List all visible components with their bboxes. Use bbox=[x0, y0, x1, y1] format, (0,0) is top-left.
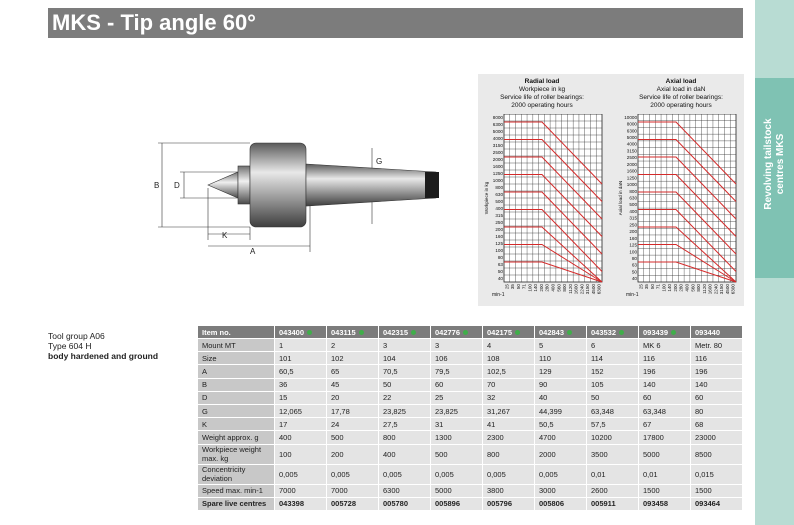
spec-cell: 0,005 bbox=[535, 464, 587, 484]
spec-cell: 116 bbox=[639, 352, 691, 365]
spec-cell: 1300 bbox=[431, 431, 483, 444]
x-tick-label: 25 bbox=[638, 284, 644, 290]
y-tick-label: 10000 bbox=[624, 114, 637, 120]
x-tick-label: 560 bbox=[556, 284, 562, 292]
y-axis-label: Axial load in daN bbox=[618, 180, 623, 216]
item-number-text: 043532 bbox=[591, 327, 617, 337]
spec-cell: 2 bbox=[327, 339, 379, 352]
x-tick-label: 4500 bbox=[724, 284, 730, 295]
item-number-text: 042175 bbox=[487, 327, 513, 337]
y-tick-label: 500 bbox=[629, 202, 637, 208]
y-tick-label: 200 bbox=[495, 227, 503, 232]
radial-load-chart bbox=[480, 114, 610, 304]
spec-cell: 25 bbox=[431, 391, 483, 404]
availability-dot-icon bbox=[359, 330, 364, 335]
x-tick-label: 280 bbox=[544, 284, 550, 292]
spec-cell: 102,5 bbox=[483, 365, 535, 378]
spec-cell: 17,78 bbox=[327, 404, 379, 417]
spec-cell: 50,5 bbox=[535, 418, 587, 431]
y-tick-label: 800 bbox=[495, 185, 503, 190]
y-tick-label: 8000 bbox=[492, 115, 503, 120]
item-number-text: 093439 bbox=[643, 327, 669, 337]
x-tick-label: 35 bbox=[644, 284, 650, 290]
spec-cell: 104 bbox=[379, 352, 431, 365]
x-tick-label: 100 bbox=[661, 284, 667, 292]
spec-cell: 57,5 bbox=[587, 418, 639, 431]
y-tick-label: 500 bbox=[495, 199, 503, 204]
item-number-text: 042843 bbox=[539, 327, 565, 337]
spec-cell: 1500 bbox=[639, 484, 691, 497]
dim-b-label: B bbox=[154, 181, 160, 190]
spec-cell: 3500 bbox=[587, 444, 639, 464]
y-tick-label: 2500 bbox=[492, 150, 503, 155]
spec-cell: Metr. 80 bbox=[691, 339, 743, 352]
spec-cell: 102 bbox=[327, 352, 379, 365]
x-tick-label: 6300 bbox=[730, 284, 736, 295]
spec-row bbox=[198, 391, 743, 404]
spec-cell: 50 bbox=[379, 378, 431, 391]
item-number-text: 042776 bbox=[435, 327, 461, 337]
x-tick-label: 50 bbox=[515, 284, 521, 290]
x-tick-label: 1600 bbox=[707, 284, 713, 295]
item-number-text: 042315 bbox=[383, 327, 409, 337]
spec-cell: 32 bbox=[483, 391, 535, 404]
x-tick-label: 50 bbox=[649, 284, 655, 290]
x-tick-label: 1600 bbox=[573, 284, 579, 295]
spec-cell: 110 bbox=[535, 352, 587, 365]
spec-cell: 6 bbox=[587, 339, 639, 352]
y-tick-label: 125 bbox=[495, 241, 503, 246]
spec-cell: 3 bbox=[431, 339, 483, 352]
spec-cell: 800 bbox=[379, 431, 431, 444]
y-tick-label: 400 bbox=[495, 206, 503, 211]
y-tick-label: 1250 bbox=[492, 171, 503, 176]
spec-row-label: Concentricity deviation bbox=[198, 464, 275, 484]
spec-cell: 23,825 bbox=[431, 404, 483, 417]
y-tick-label: 5000 bbox=[626, 135, 637, 141]
y-tick-label: 100 bbox=[629, 249, 637, 255]
spec-cell: 5000 bbox=[431, 484, 483, 497]
x-tick-label: 400 bbox=[684, 284, 690, 292]
y-tick-label: 5000 bbox=[492, 129, 503, 134]
bearing-body bbox=[250, 143, 306, 227]
spec-cell: 70 bbox=[483, 378, 535, 391]
spare-live-centres-label: Spare live centres bbox=[198, 497, 275, 510]
y-tick-label: 400 bbox=[629, 208, 637, 214]
item-number-text: 043115 bbox=[331, 327, 356, 337]
spec-cell: 70,5 bbox=[379, 365, 431, 378]
y-tick-label: 1600 bbox=[626, 168, 637, 174]
spec-cell: 63,348 bbox=[639, 404, 691, 417]
spec-cell: 3 bbox=[379, 339, 431, 352]
spec-row bbox=[198, 352, 743, 365]
spec-cell: 68 bbox=[691, 418, 743, 431]
y-tick-label: 630 bbox=[629, 195, 637, 201]
spec-cell: 129 bbox=[535, 365, 587, 378]
spec-cell: 4 bbox=[483, 339, 535, 352]
spec-row-label: G bbox=[198, 404, 275, 417]
spec-row bbox=[198, 365, 743, 378]
spec-cell: 17 bbox=[275, 418, 327, 431]
y-tick-label: 160 bbox=[629, 235, 637, 241]
y-tick-label: 125 bbox=[629, 242, 637, 248]
spec-cell: 90 bbox=[535, 378, 587, 391]
spec-cell: 800 bbox=[483, 444, 535, 464]
spec-cell: 0,005 bbox=[275, 464, 327, 484]
spec-cell: 100 bbox=[275, 444, 327, 464]
spec-cell: 0,005 bbox=[483, 464, 535, 484]
spec-cell: 60 bbox=[639, 391, 691, 404]
x-tick-label: 71 bbox=[655, 284, 661, 290]
y-tick-label: 80 bbox=[631, 255, 637, 261]
tool-group-info bbox=[48, 331, 158, 361]
y-tick-label: 3150 bbox=[492, 143, 503, 148]
x-tick-label: 3150 bbox=[585, 284, 591, 295]
axial-load-chart bbox=[614, 114, 744, 304]
y-tick-label: 8000 bbox=[626, 121, 637, 127]
spec-cell: 3800 bbox=[483, 484, 535, 497]
spare-item-number[interactable]: 093464 bbox=[691, 497, 743, 510]
spec-cell: 27,5 bbox=[379, 418, 431, 431]
spec-cell: 65 bbox=[327, 365, 379, 378]
y-tick-label: 80 bbox=[497, 255, 503, 260]
y-tick-label: 2000 bbox=[492, 157, 503, 162]
spec-cell: 15 bbox=[275, 391, 327, 404]
spec-cell: 500 bbox=[327, 431, 379, 444]
spec-row-label: D bbox=[198, 391, 275, 404]
spare-item-number[interactable]: 005796 bbox=[483, 497, 535, 510]
y-tick-label: 50 bbox=[631, 269, 637, 275]
spec-cell: 67 bbox=[639, 418, 691, 431]
spec-row bbox=[198, 418, 743, 431]
spec-cell: 24 bbox=[327, 418, 379, 431]
y-tick-label: 63 bbox=[631, 262, 637, 268]
spec-cell: 152 bbox=[587, 365, 639, 378]
item-number[interactable] bbox=[379, 326, 431, 339]
spec-row bbox=[198, 484, 743, 497]
spare-item-number[interactable]: 005780 bbox=[379, 497, 431, 510]
x-axis-unit: min-1 bbox=[626, 292, 639, 298]
spare-item-number[interactable]: 093458 bbox=[639, 497, 691, 510]
spare-item-number[interactable]: 005896 bbox=[431, 497, 483, 510]
item-number[interactable] bbox=[691, 326, 743, 339]
x-tick-label: 800 bbox=[562, 284, 568, 292]
radial-chart-heading: Radial load Workpiece in kg Service life of roller bearings: 2000 operating hours bbox=[500, 78, 584, 109]
y-tick-label: 630 bbox=[495, 192, 503, 197]
spec-row bbox=[198, 464, 743, 484]
spec-cell: 200 bbox=[327, 444, 379, 464]
x-tick-label: 71 bbox=[521, 284, 527, 290]
spec-cell: 140 bbox=[639, 378, 691, 391]
y-tick-label: 160 bbox=[495, 234, 503, 239]
x-tick-label: 4500 bbox=[590, 284, 596, 295]
spec-cell: 4700 bbox=[535, 431, 587, 444]
tip-cone bbox=[208, 172, 238, 198]
spec-cell: 6300 bbox=[379, 484, 431, 497]
y-tick-label: 50 bbox=[497, 269, 503, 274]
y-tick-label: 3150 bbox=[626, 148, 637, 154]
spec-cell: 60 bbox=[691, 391, 743, 404]
x-tick-label: 200 bbox=[672, 284, 678, 292]
spec-row-label: B bbox=[198, 378, 275, 391]
x-tick-label: 100 bbox=[527, 284, 533, 292]
y-tick-label: 1000 bbox=[626, 182, 637, 188]
spec-row-label: Mount MT bbox=[198, 339, 275, 352]
dim-k-label: K bbox=[222, 231, 228, 240]
y-tick-label: 250 bbox=[629, 222, 637, 228]
item-number[interactable] bbox=[431, 326, 483, 339]
spec-cell: 50 bbox=[587, 391, 639, 404]
y-tick-label: 100 bbox=[495, 248, 503, 253]
y-axis-label: Workpiece in kg bbox=[484, 181, 489, 215]
type-label: Type 604 H bbox=[48, 341, 92, 351]
x-tick-label: 3150 bbox=[719, 284, 725, 295]
spec-cell: 5000 bbox=[639, 444, 691, 464]
x-tick-label: 140 bbox=[533, 284, 539, 292]
load-charts-panel bbox=[478, 74, 744, 306]
spec-row bbox=[198, 431, 743, 444]
availability-dot-icon bbox=[463, 330, 468, 335]
spec-cell: 12,065 bbox=[275, 404, 327, 417]
spec-cell: 60 bbox=[431, 378, 483, 391]
dim-d-label: D bbox=[174, 181, 180, 190]
spec-row-label: K bbox=[198, 418, 275, 431]
spare-item-number[interactable]: 005911 bbox=[587, 497, 639, 510]
y-tick-label: 200 bbox=[629, 229, 637, 235]
availability-dot-icon bbox=[515, 330, 520, 335]
spare-item-number[interactable]: 043398 bbox=[275, 497, 327, 510]
spec-row-label: A bbox=[198, 365, 275, 378]
spec-cell: 196 bbox=[639, 365, 691, 378]
item-number[interactable] bbox=[327, 326, 379, 339]
spec-row bbox=[198, 404, 743, 417]
x-tick-label: 800 bbox=[696, 284, 702, 292]
spec-cell: 10200 bbox=[587, 431, 639, 444]
y-tick-label: 40 bbox=[631, 276, 637, 282]
availability-dot-icon bbox=[307, 330, 312, 335]
spec-cell: 8500 bbox=[691, 444, 743, 464]
y-tick-label: 6300 bbox=[626, 128, 637, 134]
item-no-header: Item no. bbox=[198, 326, 275, 339]
y-tick-label: 6300 bbox=[492, 122, 503, 127]
spec-cell: 7000 bbox=[327, 484, 379, 497]
spare-item-number[interactable]: 005806 bbox=[535, 497, 587, 510]
spec-cell: 20 bbox=[327, 391, 379, 404]
spec-cell: 196 bbox=[691, 365, 743, 378]
spec-cell: 0,01 bbox=[587, 464, 639, 484]
spec-cell: 44,399 bbox=[535, 404, 587, 417]
spec-cell: MK 6 bbox=[639, 339, 691, 352]
spec-cell: 79,5 bbox=[431, 365, 483, 378]
spec-cell: 0,01 bbox=[639, 464, 691, 484]
spec-cell: 17800 bbox=[639, 431, 691, 444]
x-tick-label: 1120 bbox=[567, 284, 573, 294]
x-tick-label: 280 bbox=[678, 284, 684, 292]
spec-cell: 7000 bbox=[275, 484, 327, 497]
spec-cell: 140 bbox=[691, 378, 743, 391]
spec-row bbox=[198, 444, 743, 464]
spec-cell: 400 bbox=[379, 444, 431, 464]
spec-row bbox=[198, 378, 743, 391]
availability-dot-icon bbox=[411, 330, 416, 335]
item-number-text: 093440 bbox=[695, 327, 721, 337]
spec-row bbox=[198, 339, 743, 352]
spec-cell: 2600 bbox=[587, 484, 639, 497]
spec-cell: 31 bbox=[431, 418, 483, 431]
availability-dot-icon bbox=[567, 330, 572, 335]
tool-group: Tool group A06 bbox=[48, 331, 105, 341]
spec-cell: 80 bbox=[691, 404, 743, 417]
spec-cell: 31,267 bbox=[483, 404, 535, 417]
live-centre-drawing bbox=[150, 128, 450, 258]
y-tick-label: 2000 bbox=[626, 161, 637, 167]
page-title-bar bbox=[48, 8, 743, 38]
y-tick-label: 4000 bbox=[492, 136, 503, 141]
spec-cell: 1500 bbox=[691, 484, 743, 497]
item-number[interactable] bbox=[275, 326, 327, 339]
y-tick-label: 4000 bbox=[626, 141, 637, 147]
item-number[interactable] bbox=[639, 326, 691, 339]
x-tick-label: 140 bbox=[667, 284, 673, 292]
page-title: MKS - Tip angle 60° bbox=[52, 10, 256, 35]
spec-cell: 400 bbox=[275, 431, 327, 444]
y-tick-label: 63 bbox=[497, 262, 503, 267]
spec-cell: 0,015 bbox=[691, 464, 743, 484]
spec-cell: 5 bbox=[535, 339, 587, 352]
tip-collar bbox=[238, 166, 250, 204]
spec-cell: 22 bbox=[379, 391, 431, 404]
x-tick-label: 560 bbox=[690, 284, 696, 292]
spec-cell: 23000 bbox=[691, 431, 743, 444]
spec-cell: 105 bbox=[587, 378, 639, 391]
x-tick-label: 1120 bbox=[701, 284, 707, 294]
spec-cell: 36 bbox=[275, 378, 327, 391]
y-tick-label: 1000 bbox=[492, 178, 503, 183]
spare-item-number[interactable]: 005728 bbox=[327, 497, 379, 510]
dim-a-label: A bbox=[250, 247, 256, 256]
spec-cell: 1 bbox=[275, 339, 327, 352]
spec-cell: 0,005 bbox=[327, 464, 379, 484]
axial-chart-heading: Axial load Axial load in daN Service life of roller bearings: 2000 operating hours bbox=[639, 78, 723, 109]
body-note: body hardened and ground bbox=[48, 351, 159, 361]
spec-row-label: Speed max. min-1 bbox=[198, 484, 275, 497]
shank-end bbox=[425, 172, 439, 198]
spec-row-label: Weight approx. g bbox=[198, 431, 275, 444]
item-number[interactable] bbox=[587, 326, 639, 339]
y-tick-label: 2500 bbox=[626, 155, 637, 161]
y-tick-label: 315 bbox=[629, 215, 637, 221]
side-section-tab bbox=[755, 0, 794, 525]
x-tick-label: 6300 bbox=[596, 284, 602, 295]
y-tick-label: 800 bbox=[629, 188, 637, 194]
y-tick-label: 250 bbox=[495, 220, 503, 225]
spec-cell: 106 bbox=[431, 352, 483, 365]
side-tab-label: Revolving tailstock centres MKS bbox=[763, 118, 786, 210]
spec-cell: 0,005 bbox=[431, 464, 483, 484]
spec-cell: 60,5 bbox=[275, 365, 327, 378]
availability-dot-icon bbox=[671, 330, 676, 335]
x-tick-label: 35 bbox=[510, 284, 516, 290]
item-number[interactable] bbox=[483, 326, 535, 339]
x-tick-label: 2240 bbox=[579, 284, 585, 295]
x-tick-label: 400 bbox=[550, 284, 556, 292]
spec-cell: 2300 bbox=[483, 431, 535, 444]
item-number-text: 043400 bbox=[279, 327, 305, 337]
dim-g-label: G bbox=[376, 157, 383, 166]
y-tick-label: 40 bbox=[497, 276, 503, 281]
spec-cell: 114 bbox=[587, 352, 639, 365]
x-axis-unit: min-1 bbox=[492, 292, 505, 298]
spec-table bbox=[198, 326, 743, 511]
spec-cell: 116 bbox=[691, 352, 743, 365]
item-number[interactable] bbox=[535, 326, 587, 339]
spec-cell: 41 bbox=[483, 418, 535, 431]
taper-shank bbox=[306, 164, 436, 206]
spec-row-label: Workpiece weight max. kg bbox=[198, 444, 275, 464]
spec-cell: 3000 bbox=[535, 484, 587, 497]
spec-cell: 101 bbox=[275, 352, 327, 365]
spec-cell: 40 bbox=[535, 391, 587, 404]
spec-cell: 23,825 bbox=[379, 404, 431, 417]
x-tick-label: 2240 bbox=[713, 284, 719, 295]
spec-cell: 63,348 bbox=[587, 404, 639, 417]
spec-cell: 500 bbox=[431, 444, 483, 464]
spec-cell: 108 bbox=[483, 352, 535, 365]
y-tick-label: 315 bbox=[495, 213, 503, 218]
y-tick-label: 1600 bbox=[492, 164, 503, 169]
x-tick-label: 200 bbox=[538, 284, 544, 292]
x-tick-label: 25 bbox=[504, 284, 510, 290]
availability-dot-icon bbox=[619, 330, 624, 335]
spec-cell: 2000 bbox=[535, 444, 587, 464]
spec-row-label: Size bbox=[198, 352, 275, 365]
y-tick-label: 1250 bbox=[626, 175, 637, 181]
spec-cell: 0,005 bbox=[379, 464, 431, 484]
spec-cell: 45 bbox=[327, 378, 379, 391]
